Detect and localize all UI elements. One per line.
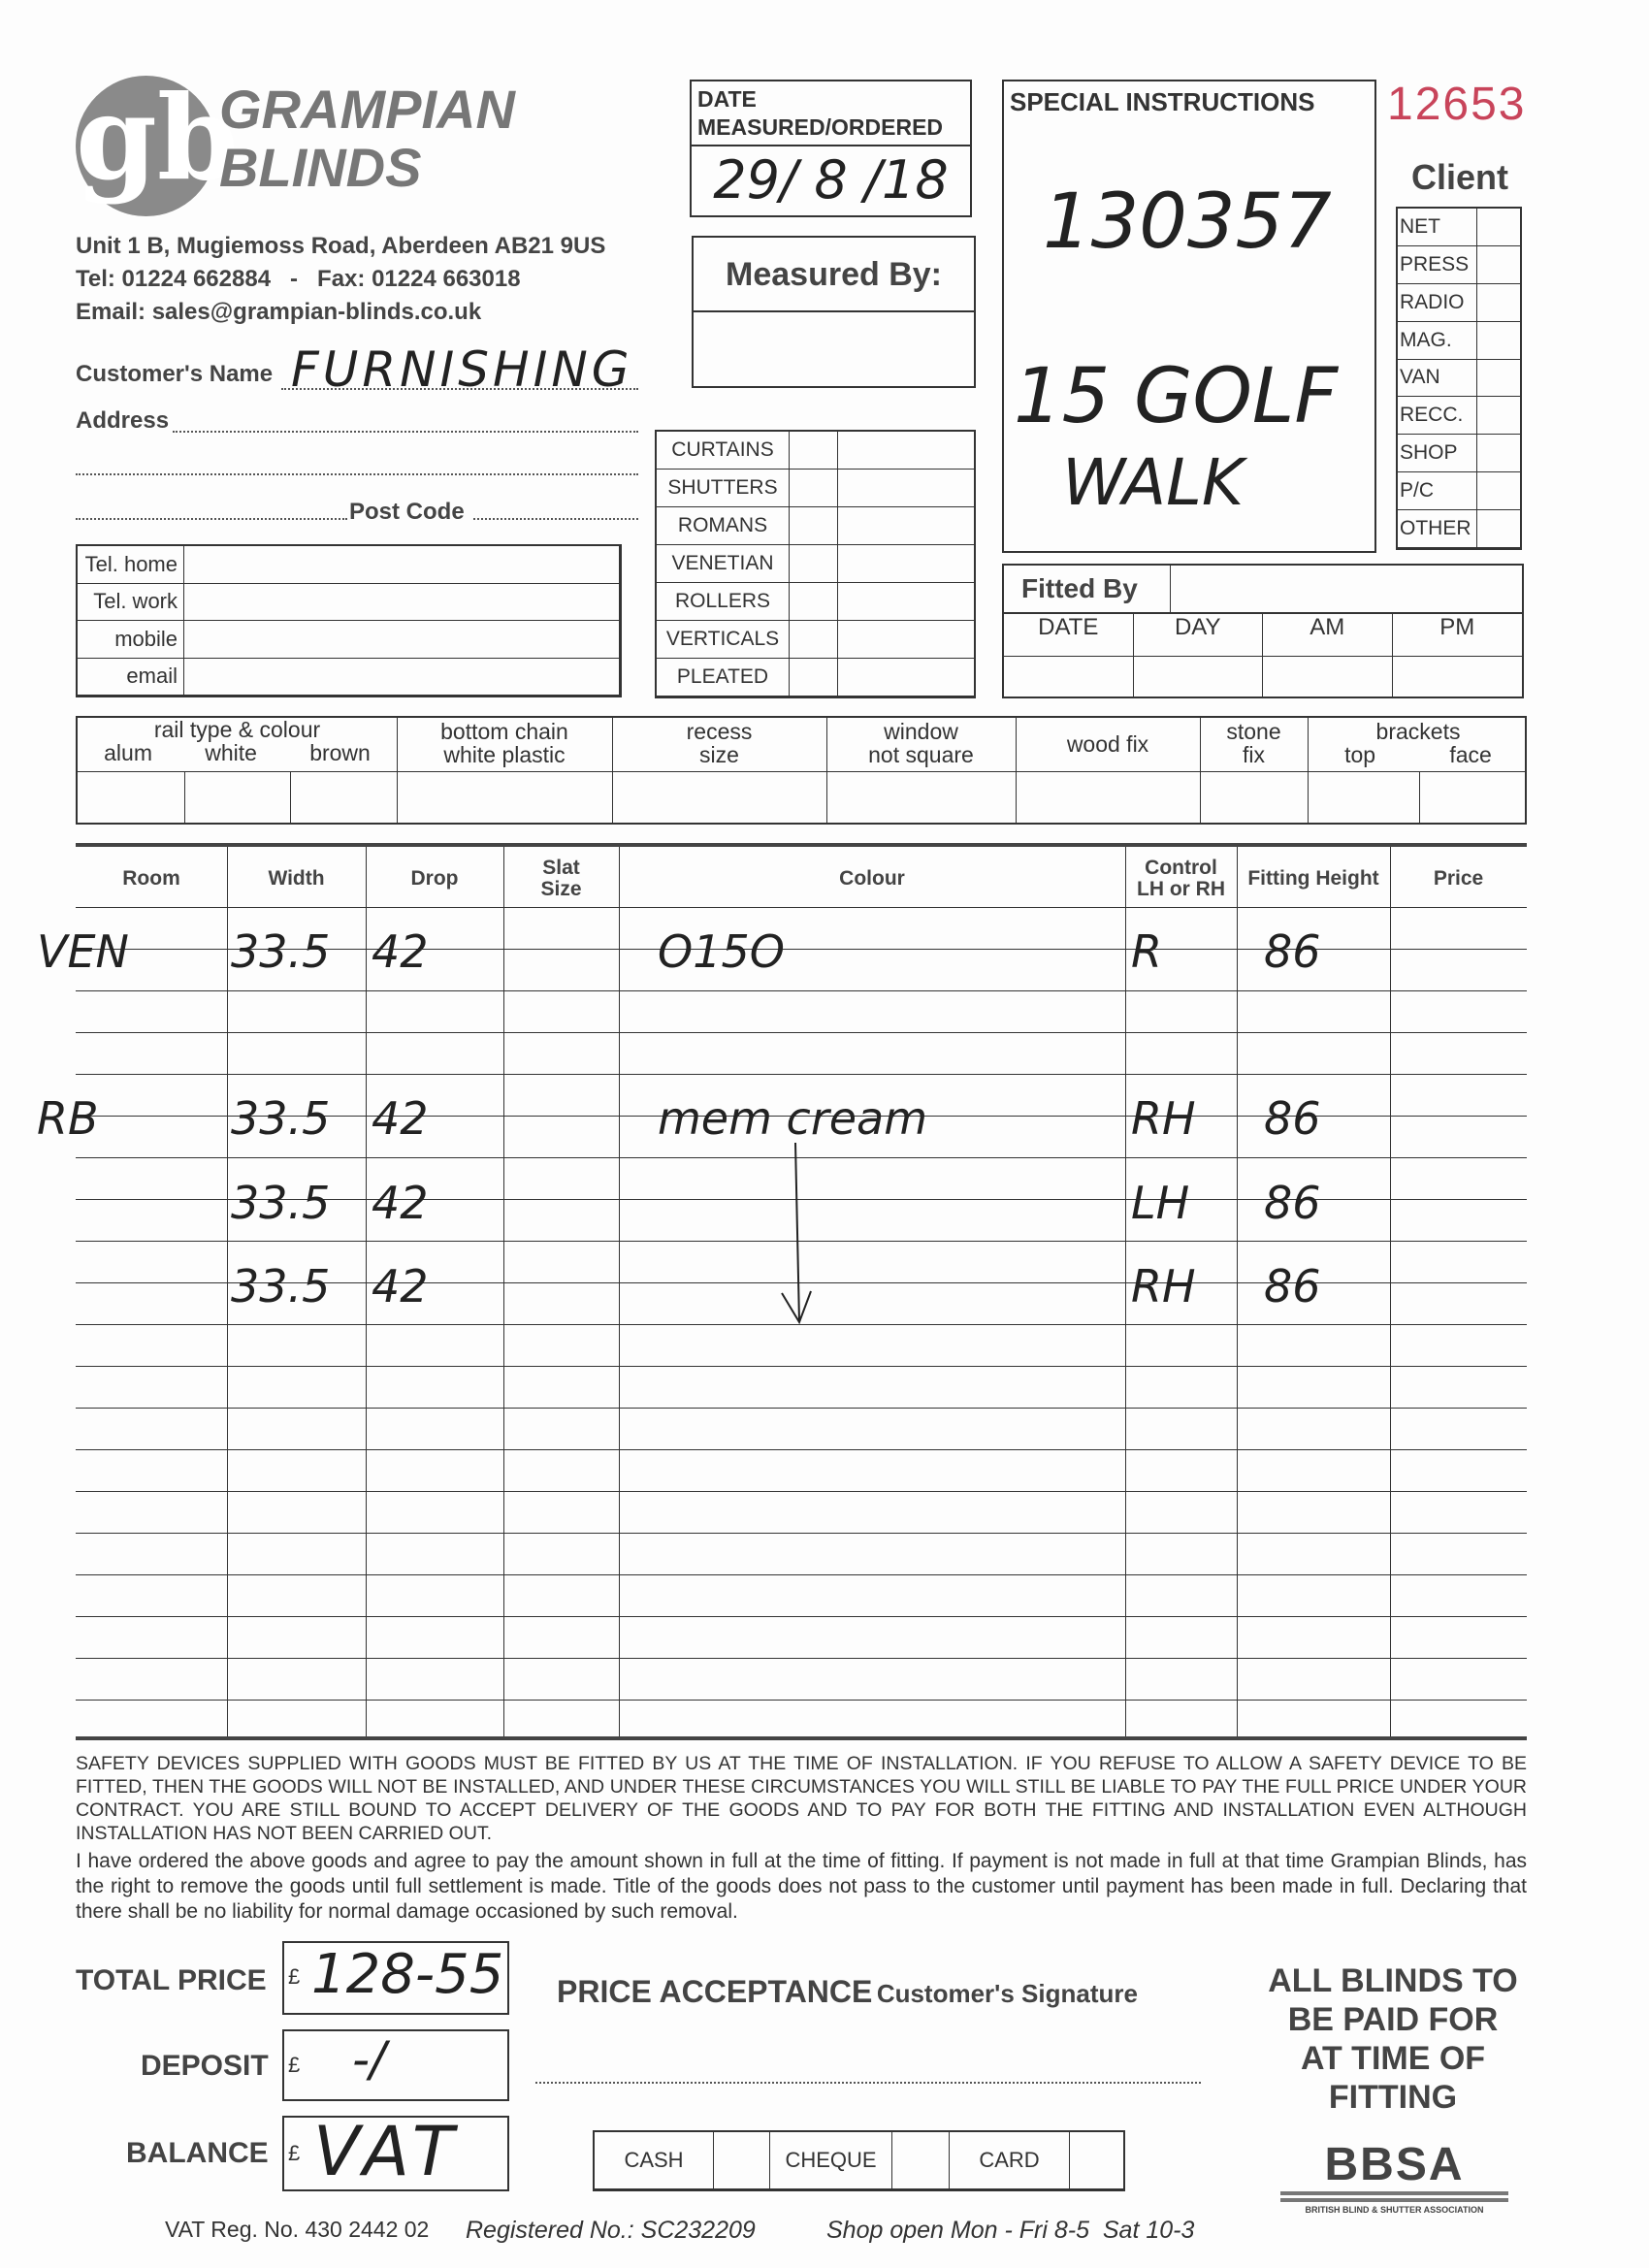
deposit-value: -/	[352, 2031, 386, 2088]
vat-reg: VAT Reg. No. 430 2442 02	[165, 2217, 430, 2242]
contact-label: Tel. home	[78, 546, 184, 584]
client-source-label: RECC.	[1398, 397, 1477, 435]
header-price: Price	[1433, 866, 1484, 890]
column-divider	[227, 847, 228, 1736]
cell-width[interactable]: 33.5	[231, 1177, 331, 1229]
measured-by-label: Measured By:	[694, 238, 974, 312]
client-source-label: SHOP	[1398, 435, 1477, 472]
cell-control[interactable]: LH	[1131, 1177, 1190, 1229]
fitted-by-field[interactable]	[1171, 566, 1522, 612]
product-notes-field[interactable]	[838, 545, 974, 583]
fitted-pm-field[interactable]	[1393, 657, 1523, 697]
product-type-label: ROLLERS	[657, 583, 790, 621]
header-width: Width	[268, 866, 325, 890]
table-row-line	[76, 990, 1527, 991]
notice-line: FITTING	[1328, 2079, 1458, 2116]
cell-width[interactable]: 33.5	[231, 1260, 331, 1312]
client-source-checkbox[interactable]	[1477, 360, 1520, 398]
fitted-by-box	[1002, 564, 1524, 698]
total-price-field[interactable]	[282, 1941, 509, 2015]
window-label-2: not square	[868, 742, 974, 767]
product-checkbox[interactable]	[790, 583, 838, 621]
customer-signature-label: Customer's Signature	[876, 1979, 1138, 2008]
product-checkbox[interactable]	[790, 432, 838, 470]
table-row-line	[76, 907, 1527, 908]
registered-no: Registered No.: SC232209	[466, 2217, 756, 2244]
payment-notice	[1251, 1961, 1535, 2117]
customer-name-value: FURNISHING	[291, 341, 633, 398]
logo-mark: gb	[76, 76, 216, 216]
deposit-label: DEPOSIT	[141, 2050, 269, 2082]
balance-value: VAT	[313, 2112, 462, 2191]
postcode-field[interactable]	[473, 501, 638, 520]
fitted-date-field[interactable]	[1004, 657, 1134, 697]
product-type-label: ROMANS	[657, 507, 790, 545]
client-source-label: VAN	[1398, 360, 1477, 398]
tel-work-field[interactable]	[184, 584, 620, 622]
order-number: 12653	[1387, 79, 1527, 130]
product-checkbox[interactable]	[790, 470, 838, 507]
table-row-line	[76, 1491, 1527, 1492]
white-label: white	[205, 740, 257, 765]
fitted-am-header: AM	[1263, 614, 1393, 657]
bbsa-logo	[1280, 2139, 1508, 2215]
recess-label-1: recess	[686, 719, 753, 744]
product-type-label: CURTAINS	[657, 432, 790, 470]
client-source-checkbox[interactable]	[1477, 435, 1520, 472]
table-row-line	[76, 1616, 1527, 1617]
cell-control[interactable]: RH	[1131, 1092, 1196, 1145]
client-source-label: P/C	[1398, 472, 1477, 510]
total-price-label: TOTAL PRICE	[76, 1964, 267, 1996]
client-source-label: OTHER	[1398, 510, 1477, 548]
brackets-label: brackets	[1375, 719, 1461, 744]
bbsa-logo-text: BBSA	[1324, 2139, 1465, 2190]
cell-height[interactable]: 86	[1264, 925, 1321, 978]
client-source-checkbox[interactable]	[1477, 472, 1520, 510]
price-acceptance	[557, 1974, 1138, 2010]
cell-width[interactable]: 33.5	[231, 925, 331, 978]
measured-by-box	[692, 236, 976, 388]
cell-room[interactable]: RB	[37, 1092, 99, 1145]
currency-symbol: £	[288, 2141, 301, 2165]
logo-line1: GRAMPIAN	[219, 79, 515, 140]
notice-line: AT TIME OF	[1300, 2040, 1486, 2077]
safety-notice: SAFETY DEVICES SUPPLIED WITH GOODS MUST BE FITTED BY US AT THE TIME OF INSTALLATION. IF YOU REFUSE TO ALLOW A SAFETY DEVICE TO BE FITTED, THEN THE GOODS WILL NOT BE INSTALLED, AND UNDER THESE CIRCUMSTANCES YOU WILL STILL BE LIABLE TO PAY THE FULL PRICE UNDER YOUR CONTRACT. YOU ARE STILL BOUND TO ACCEPT DELIVERY OF THE GOODS AND TO PAY FOR BOTH THE FITTING AND INSTALLATION EVEN ALTHOUGH INSTALLATION HAS NOT BEEN CARRIED OUT.	[76, 1753, 1527, 1844]
table-row-line	[76, 1574, 1527, 1575]
product-checkbox[interactable]	[790, 621, 838, 659]
cell-drop[interactable]: 42	[372, 925, 429, 978]
face-label: face	[1449, 742, 1492, 767]
signature-line[interactable]	[535, 2066, 1201, 2084]
cell-room[interactable]	[37, 1176, 182, 1230]
column-divider	[1125, 847, 1126, 1736]
bbsa-subtitle: BRITISH BLIND & SHUTTER ASSOCIATION	[1305, 2205, 1484, 2215]
column-divider	[619, 847, 620, 1736]
table-row-line	[76, 1449, 1527, 1450]
product-notes-field[interactable]	[838, 659, 974, 697]
cash-checkbox[interactable]	[714, 2132, 770, 2189]
cell-colour[interactable]	[658, 1259, 1123, 1313]
client-source-checkbox[interactable]	[1477, 209, 1520, 246]
alum-label: alum	[104, 740, 152, 765]
company-phone: Tel: 01224 662884 - Fax: 01224 663018	[76, 266, 521, 292]
special-instructions-label: SPECIAL INSTRUCTIONS	[1010, 87, 1315, 116]
deposit-field[interactable]	[282, 2029, 509, 2101]
cell-height[interactable]: 86	[1264, 1177, 1321, 1229]
table-row-line	[76, 1408, 1527, 1409]
cell-colour[interactable]: mem cream	[658, 1092, 928, 1145]
date-measured-box	[690, 80, 972, 217]
header-room: Room	[122, 866, 180, 890]
client-source-checkbox[interactable]	[1477, 397, 1520, 435]
company-address: Unit 1 B, Mugiemoss Road, Aberdeen AB21 9US	[76, 233, 606, 259]
special-instructions-box	[1002, 80, 1376, 553]
agreement-text: I have ordered the above goods and agree to pay the amount shown in full at the time of fitting. If payment is not made in full at that time Grampian Blinds, has the right to remove the goods until full settlement is made. Title of the goods does not pass to the customer until payment has been made in full. Declaring that there shall be no liability for normal damage occasioned by such removal.	[76, 1850, 1527, 1923]
stone-label-1: stone	[1226, 719, 1281, 744]
currency-symbol: £	[288, 1964, 301, 1989]
client-source-label: PRESS	[1398, 246, 1477, 284]
payment-cheque-label: CHEQUE	[770, 2132, 892, 2189]
notice-line: BE PAID FOR	[1287, 2001, 1499, 2038]
fitted-day-field[interactable]	[1134, 657, 1264, 697]
stone-label-2: fix	[1243, 742, 1265, 767]
table-row-line	[76, 1032, 1527, 1033]
product-type-label: SHUTTERS	[657, 470, 790, 507]
top-label: top	[1344, 742, 1376, 767]
product-notes-field[interactable]	[838, 507, 974, 545]
fitted-day-header: DAY	[1134, 614, 1264, 657]
special-line-2: 15 GOLF	[1014, 353, 1339, 440]
product-notes-field[interactable]	[838, 621, 974, 659]
fitted-am-field[interactable]	[1263, 657, 1393, 697]
product-type-label: PLEATED	[657, 659, 790, 697]
cell-control[interactable]: RH	[1131, 1260, 1196, 1312]
cell-colour[interactable]: O15O	[658, 925, 785, 978]
client-source-checkbox[interactable]	[1477, 322, 1520, 360]
cell-drop[interactable]: 42	[372, 1260, 429, 1312]
brown-label: brown	[309, 740, 371, 765]
client-source-checkbox[interactable]	[1477, 284, 1520, 322]
cell-width[interactable]: 33.5	[231, 1092, 331, 1145]
company-logo	[76, 70, 515, 221]
client-source-label: RADIO	[1398, 284, 1477, 322]
contact-label: Tel. work	[78, 584, 184, 622]
client-source-table	[1396, 207, 1522, 550]
cell-drop[interactable]: 42	[372, 1092, 429, 1145]
product-type-label: VERTICALS	[657, 621, 790, 659]
contact-table	[76, 544, 622, 697]
chain-label-2: white plastic	[443, 742, 566, 767]
table-row-line	[76, 1074, 1527, 1075]
product-notes-field[interactable]	[838, 583, 974, 621]
column-divider	[503, 847, 504, 1736]
cell-control[interactable]: R	[1131, 925, 1162, 978]
special-line-1: 130357	[1043, 178, 1332, 266]
contact-label: mobile	[78, 621, 184, 659]
wood-fix-label: wood fix	[1066, 731, 1149, 757]
cell-colour[interactable]	[658, 1176, 1123, 1230]
client-source-checkbox[interactable]	[1477, 246, 1520, 284]
client-source-checkbox[interactable]	[1477, 510, 1520, 548]
cell-height[interactable]: 86	[1264, 1260, 1321, 1312]
chain-label-1: bottom chain	[440, 719, 568, 744]
company-email: Email: sales@grampian-blinds.co.uk	[76, 299, 482, 325]
cheque-checkbox[interactable]	[892, 2132, 950, 2189]
currency-symbol: £	[288, 2053, 301, 2077]
table-row-line	[76, 1700, 1527, 1701]
product-checkbox[interactable]	[790, 545, 838, 583]
cell-room[interactable]: VEN	[37, 925, 129, 978]
table-row-line	[76, 1658, 1527, 1659]
fitted-date-header: DATE	[1004, 614, 1134, 657]
cell-drop[interactable]: 42	[372, 1177, 429, 1229]
postcode-label: Post Code	[349, 499, 465, 525]
measured-by-field[interactable]	[694, 312, 974, 386]
product-notes-field[interactable]	[838, 432, 974, 470]
address-label: Address	[76, 407, 170, 434]
postcode-line-left	[76, 501, 347, 520]
balance-label: BALANCE	[126, 2137, 269, 2169]
ditto-arrow-icon	[766, 1138, 824, 1332]
cell-room[interactable]	[37, 1259, 182, 1313]
payment-method-table	[593, 2130, 1125, 2191]
product-type-label: VENETIAN	[657, 545, 790, 583]
client-label: Client	[1411, 157, 1509, 197]
total-price-value: 128-55	[311, 1943, 504, 2006]
shop-hours: Shop open Mon - Fri 8-5 Sat 10-3	[826, 2217, 1195, 2244]
header-control: Control LH or RH	[1137, 856, 1225, 900]
header-slat-size: Slat Size	[540, 856, 582, 900]
customer-name-label: Customer's Name	[76, 361, 274, 387]
contact-label: email	[78, 659, 184, 697]
notice-line: ALL BLINDS TO	[1268, 1962, 1518, 1999]
price-acceptance-label: PRICE ACCEPTANCE	[557, 1974, 873, 2009]
table-row-line	[76, 1533, 1527, 1534]
card-checkbox[interactable]	[1070, 2132, 1123, 2189]
window-label-1: window	[884, 719, 958, 744]
header-fitting-height: Fitting Height	[1247, 866, 1379, 890]
rail-options-table	[76, 716, 1527, 825]
recess-label-2: size	[699, 742, 739, 767]
fitted-pm-header: PM	[1393, 614, 1523, 657]
order-items-table	[37, 843, 1527, 1740]
product-checkbox[interactable]	[790, 659, 838, 697]
product-type-table	[655, 430, 976, 698]
product-notes-field[interactable]	[838, 470, 974, 507]
header-drop: Drop	[410, 866, 459, 890]
cell-height[interactable]: 86	[1264, 1092, 1321, 1145]
fitted-by-label: Fitted By	[1004, 566, 1171, 612]
table-row-line	[76, 1366, 1527, 1367]
mobile-field[interactable]	[184, 621, 620, 659]
logo-line2: BLINDS	[219, 137, 422, 198]
special-line-3: WALK	[1062, 445, 1245, 520]
column-divider	[1390, 847, 1391, 1736]
client-source-label: NET	[1398, 209, 1477, 246]
product-checkbox[interactable]	[790, 507, 838, 545]
payment-cash-label: CASH	[595, 2132, 714, 2189]
address-line-2[interactable]	[76, 456, 638, 475]
address-line-1[interactable]	[173, 411, 638, 433]
client-source-label: MAG.	[1398, 322, 1477, 360]
rail-type-label: rail type & colour	[153, 717, 321, 742]
tel-home-field[interactable]	[184, 546, 620, 584]
header-colour: Colour	[839, 866, 905, 890]
date-value[interactable]: 29/ 8 /18	[713, 149, 949, 211]
balance-field[interactable]	[282, 2112, 509, 2191]
email-field[interactable]	[184, 659, 620, 697]
date-label: DATE MEASURED/ORDERED	[692, 81, 970, 146]
payment-card-label: CARD	[950, 2132, 1070, 2189]
